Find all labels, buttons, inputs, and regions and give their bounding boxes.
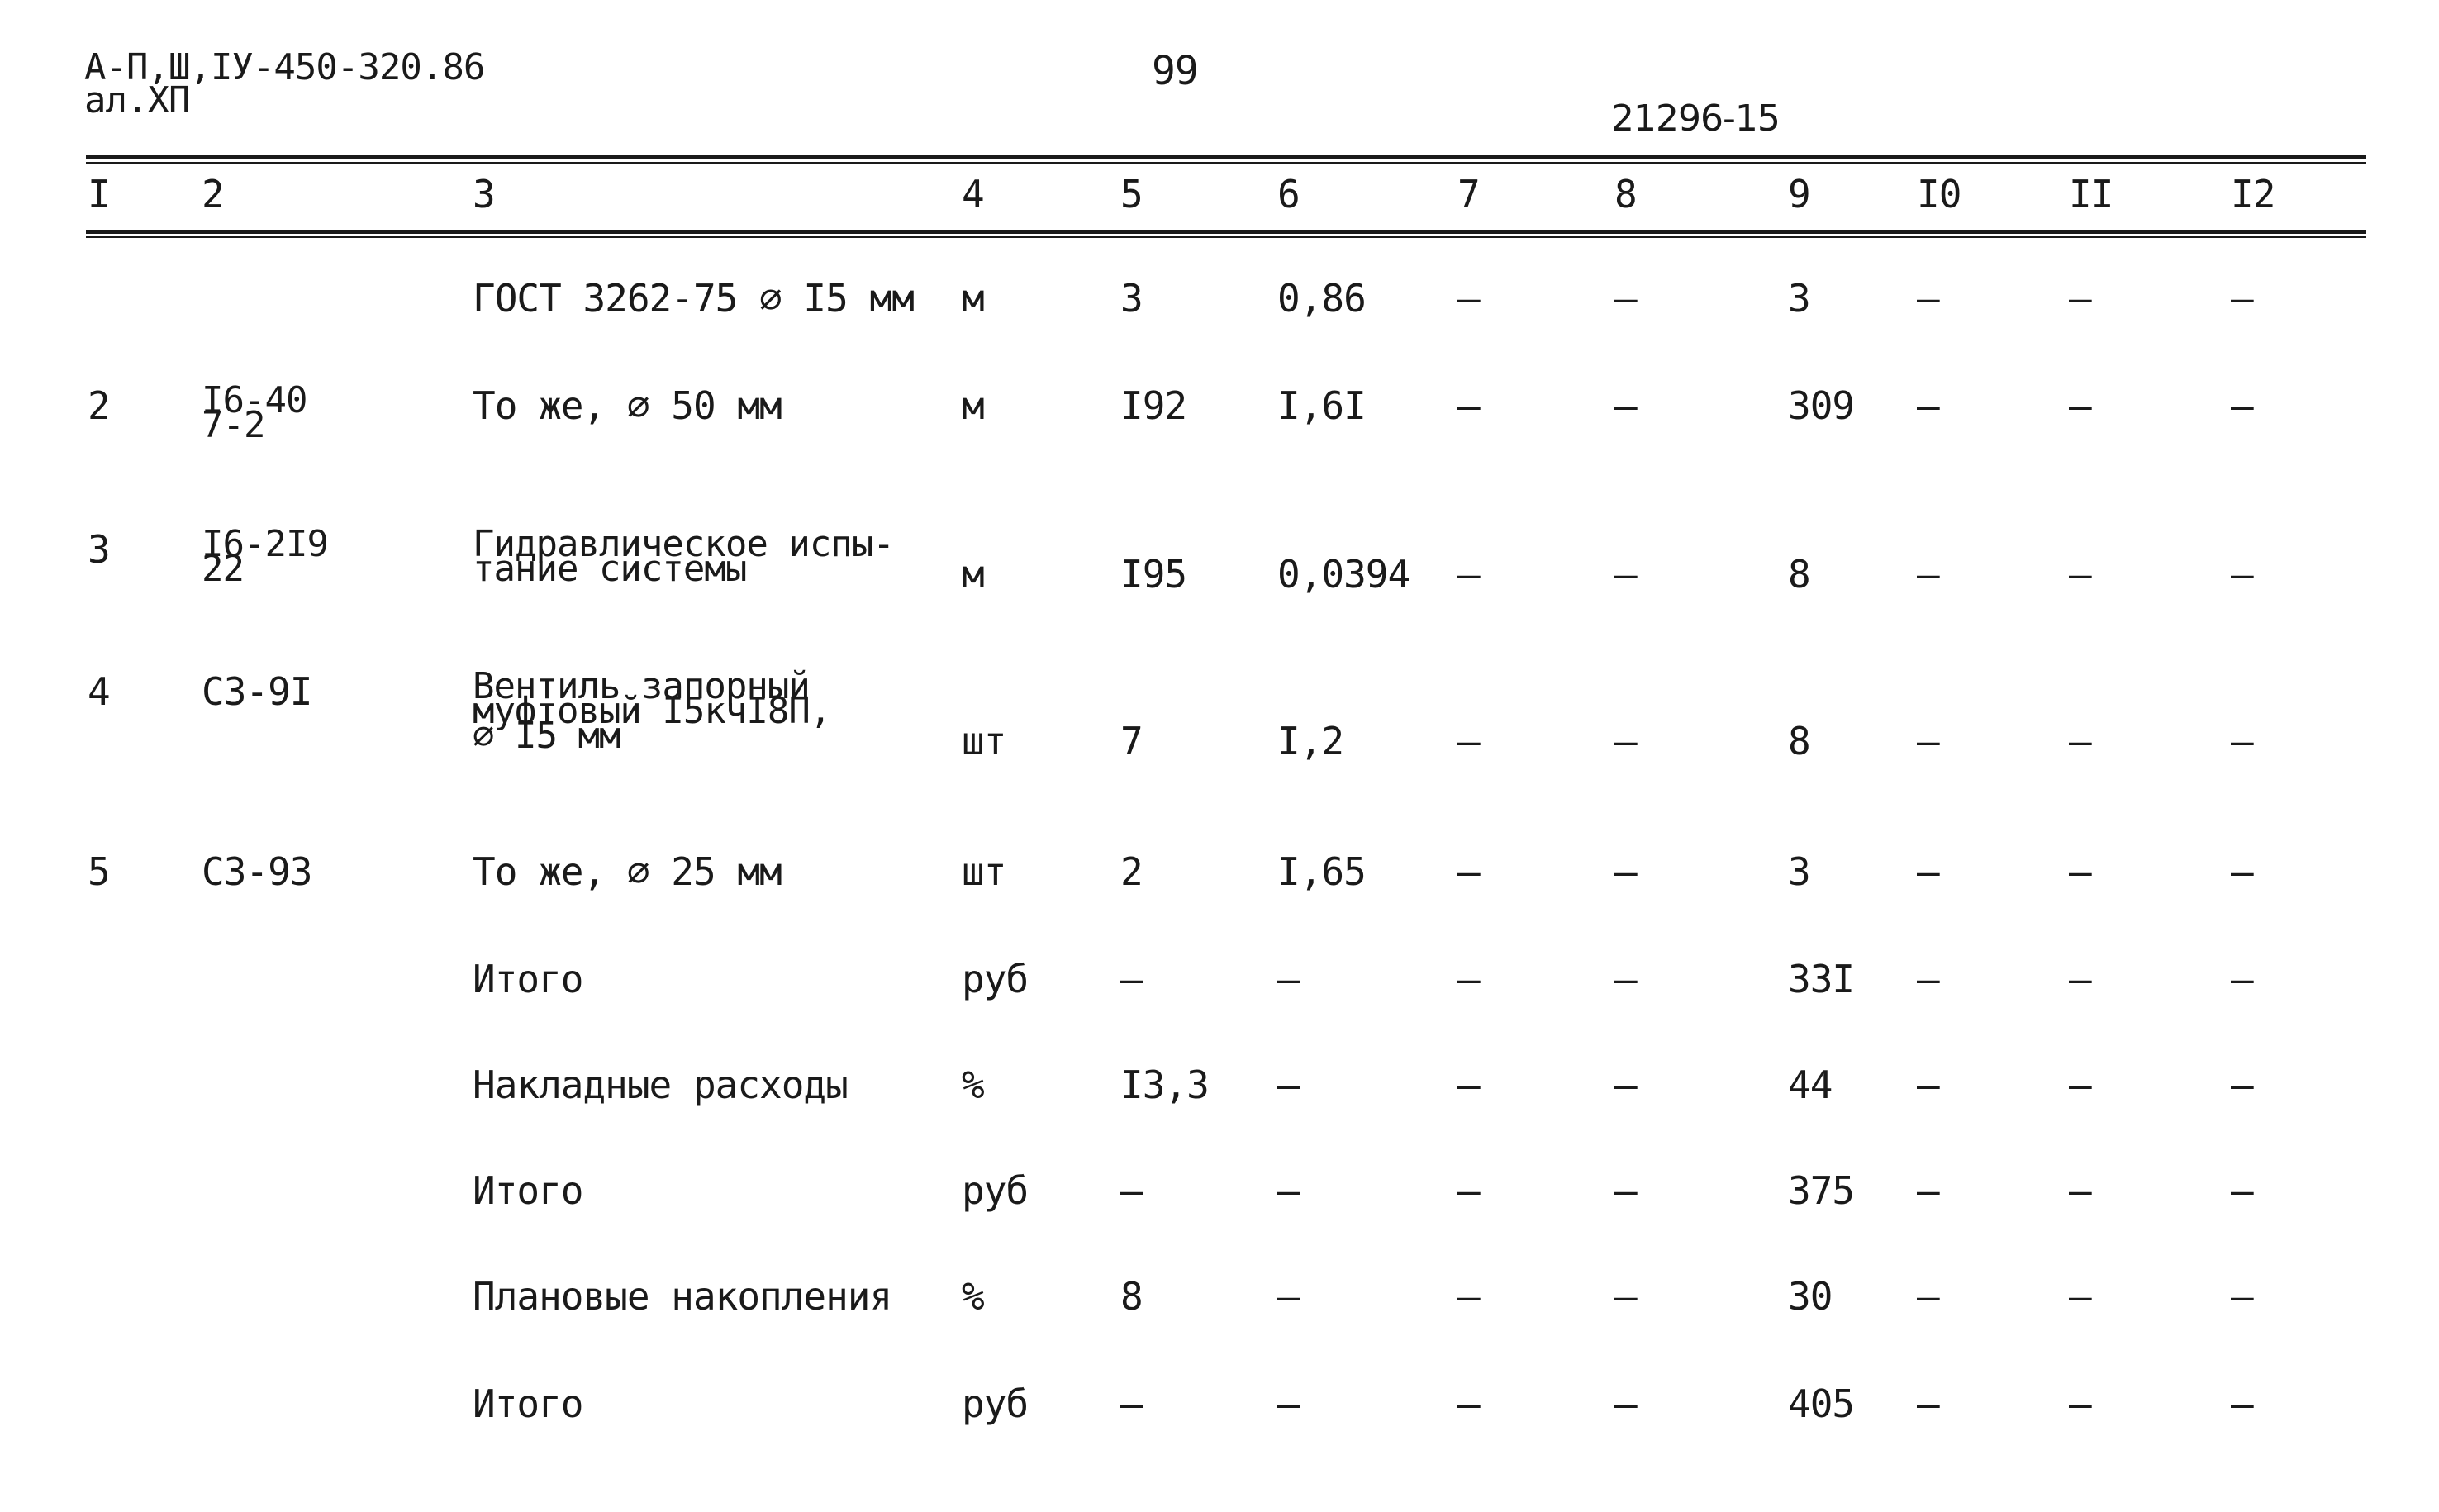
table-cell-col-8: –: [1614, 1063, 1637, 1107]
table-cell-col-8: –: [1614, 849, 1637, 894]
table-cell-col-6: –: [1277, 1063, 1300, 1107]
table-cell-col-12: –: [2231, 1063, 2253, 1107]
table-cell-col-3: Вентиль запорный муфтовый I5кчI8П, ∅ I5 мм: [473, 665, 831, 757]
table-cell-col-4: %: [962, 1063, 984, 1107]
table-cell-col-5: 3: [1120, 276, 1143, 321]
table-cell-col-5: –: [1120, 1168, 1143, 1213]
table-cell-col-12: –: [2231, 1274, 2253, 1319]
table-cell-col-3: ГОСТ 3262-75 ∅ I5 мм: [473, 276, 914, 321]
header-bottom-rule: [86, 230, 2366, 234]
table-cell-col-4: шт: [962, 849, 1006, 894]
table-cell-col-8: –: [1614, 1274, 1637, 1319]
table-cell-col-2: I6-2I9 22: [202, 523, 328, 590]
column-header-4: 4: [962, 172, 984, 216]
table-cell-col-3: Итого: [473, 1168, 583, 1213]
table-cell-col-7: –: [1457, 1168, 1480, 1213]
document-sheet: ал.XП: [84, 79, 190, 121]
table-cell-col-12: –: [2231, 276, 2253, 321]
table-cell-col-7: –: [1457, 276, 1480, 321]
table-cell-col-11: –: [2069, 552, 2091, 597]
header-bottom-rule-thin: [86, 236, 2366, 238]
table-cell-col-7: –: [1457, 552, 1480, 597]
column-header-12: I2: [2231, 172, 2275, 216]
table-cell-col-9: 30: [1788, 1274, 1833, 1319]
column-header-6: 6: [1277, 172, 1300, 216]
table-cell-col-3: То же, ∅ 25 мм: [473, 849, 782, 894]
table-cell-col-4: руб: [962, 1168, 1029, 1213]
table-cell-col-9: 375: [1788, 1168, 1855, 1213]
table-cell-col-1: 5: [88, 849, 110, 894]
table-cell-col-3: Гидравлическое испы- тание системы: [473, 523, 894, 590]
table-cell-col-7: –: [1457, 1063, 1480, 1107]
table-cell-col-7: –: [1457, 849, 1480, 894]
table-cell-col-10: –: [1917, 552, 1939, 597]
table-cell-col-8: –: [1614, 957, 1637, 1001]
table-cell-col-5: I92: [1120, 383, 1187, 428]
table-cell-col-5: I95: [1120, 552, 1187, 597]
table-cell-col-4: руб: [962, 1381, 1029, 1426]
table-cell-col-9: 8: [1788, 719, 1810, 763]
table-cell-col-6: –: [1277, 957, 1300, 1001]
column-header-1: I: [88, 172, 110, 216]
column-header-11: II: [2069, 172, 2113, 216]
table-cell-col-5: I3,3: [1120, 1063, 1209, 1107]
table-cell-col-12: –: [2231, 1168, 2253, 1213]
column-header-2: 2: [202, 172, 224, 216]
table-cell-col-3: Итого: [473, 957, 583, 1001]
table-cell-col-6: –: [1277, 1381, 1300, 1426]
table-cell-col-10: –: [1917, 1381, 1939, 1426]
table-cell-col-11: –: [2069, 957, 2091, 1001]
table-cell-col-9: 44: [1788, 1063, 1833, 1107]
table-cell-col-12: –: [2231, 383, 2253, 428]
table-cell-col-6: I,65: [1277, 849, 1366, 894]
table-cell-col-7: –: [1457, 719, 1480, 763]
table-cell-col-6: I,6I: [1277, 383, 1366, 428]
table-cell-col-9: 3: [1788, 849, 1810, 894]
table-cell-col-5: 8: [1120, 1274, 1143, 1319]
table-cell-col-7: –: [1457, 1381, 1480, 1426]
table-cell-col-1: 3: [88, 527, 110, 572]
table-cell-col-4: м: [962, 383, 984, 428]
table-top-rule-thin: [86, 162, 2366, 164]
table-cell-col-12: –: [2231, 719, 2253, 763]
table-cell-col-12: –: [2231, 1381, 2253, 1426]
table-cell-col-11: –: [2069, 1168, 2091, 1213]
column-header-5: 5: [1120, 172, 1143, 216]
table-cell-col-10: –: [1917, 957, 1939, 1001]
table-cell-col-5: –: [1120, 1381, 1143, 1426]
table-cell-col-6: –: [1277, 1274, 1300, 1319]
table-cell-col-7: –: [1457, 383, 1480, 428]
table-cell-col-10: –: [1917, 1274, 1939, 1319]
table-top-rule: [86, 155, 2366, 159]
table-cell-col-5: –: [1120, 957, 1143, 1001]
table-cell-col-7: –: [1457, 957, 1480, 1001]
table-cell-col-11: –: [2069, 1381, 2091, 1426]
page-number: 99: [1152, 48, 1198, 94]
column-header-10: I0: [1917, 172, 1961, 216]
table-cell-col-7: –: [1457, 1274, 1480, 1319]
table-cell-col-6: I,2: [1277, 719, 1344, 763]
table-cell-col-10: –: [1917, 383, 1939, 428]
table-cell-col-6: 0,86: [1277, 276, 1366, 321]
table-cell-col-12: –: [2231, 849, 2253, 894]
table-cell-col-11: –: [2069, 1274, 2091, 1319]
document-code: А-П,Ш,IУ-450-320.86: [84, 46, 485, 88]
table-cell-col-9: 33I: [1788, 957, 1855, 1001]
table-cell-col-10: –: [1917, 719, 1939, 763]
table-cell-col-4: %: [962, 1274, 984, 1319]
table-cell-col-8: –: [1614, 276, 1637, 321]
table-cell-col-10: –: [1917, 1168, 1939, 1213]
table-cell-col-10: –: [1917, 1063, 1939, 1107]
table-cell-col-12: –: [2231, 552, 2253, 597]
table-cell-col-8: –: [1614, 1168, 1637, 1213]
column-header-3: 3: [473, 172, 495, 216]
table-cell-col-8: –: [1614, 552, 1637, 597]
column-header-8: 8: [1614, 172, 1637, 216]
table-cell-col-12: –: [2231, 957, 2253, 1001]
table-cell-col-11: –: [2069, 1063, 2091, 1107]
table-cell-col-5: 7: [1120, 719, 1143, 763]
table-cell-col-3: Плановые накопления: [473, 1274, 892, 1319]
table-cell-col-8: –: [1614, 383, 1637, 428]
table-cell-col-4: руб: [962, 957, 1029, 1001]
table-cell-col-9: 405: [1788, 1381, 1855, 1426]
table-cell-col-2: I6-40 7-2: [202, 379, 307, 446]
column-header-9: 9: [1788, 172, 1810, 216]
table-cell-col-3: Накладные расходы: [473, 1063, 848, 1107]
table-cell-col-10: –: [1917, 276, 1939, 321]
table-cell-col-9: 309: [1788, 383, 1855, 428]
table-cell-col-8: –: [1614, 1381, 1637, 1426]
table-cell-col-3: То же, ∅ 50 мм: [473, 383, 782, 428]
table-cell-col-6: –: [1277, 1168, 1300, 1213]
table-cell-col-11: –: [2069, 383, 2091, 428]
table-cell-col-4: шт: [962, 719, 1006, 763]
document-number: 21296-15: [1611, 97, 1780, 140]
table-cell-col-2: С3-9I: [202, 669, 312, 714]
table-cell-col-5: 2: [1120, 849, 1143, 894]
table-cell-col-3: Итого: [473, 1381, 583, 1426]
table-cell-col-11: –: [2069, 719, 2091, 763]
table-cell-col-11: –: [2069, 276, 2091, 321]
table-cell-col-8: –: [1614, 719, 1637, 763]
table-cell-col-2: С3-93: [202, 849, 312, 894]
table-cell-col-6: 0,0394: [1277, 552, 1410, 597]
table-cell-col-4: м: [962, 276, 984, 321]
table-cell-col-10: –: [1917, 849, 1939, 894]
table-cell-col-1: 2: [88, 383, 110, 428]
table-cell-col-9: 8: [1788, 552, 1810, 597]
table-cell-col-1: 4: [88, 669, 110, 714]
table-cell-col-4: м: [962, 552, 984, 597]
table-cell-col-9: 3: [1788, 276, 1810, 321]
table-cell-col-11: –: [2069, 849, 2091, 894]
column-header-7: 7: [1457, 172, 1480, 216]
